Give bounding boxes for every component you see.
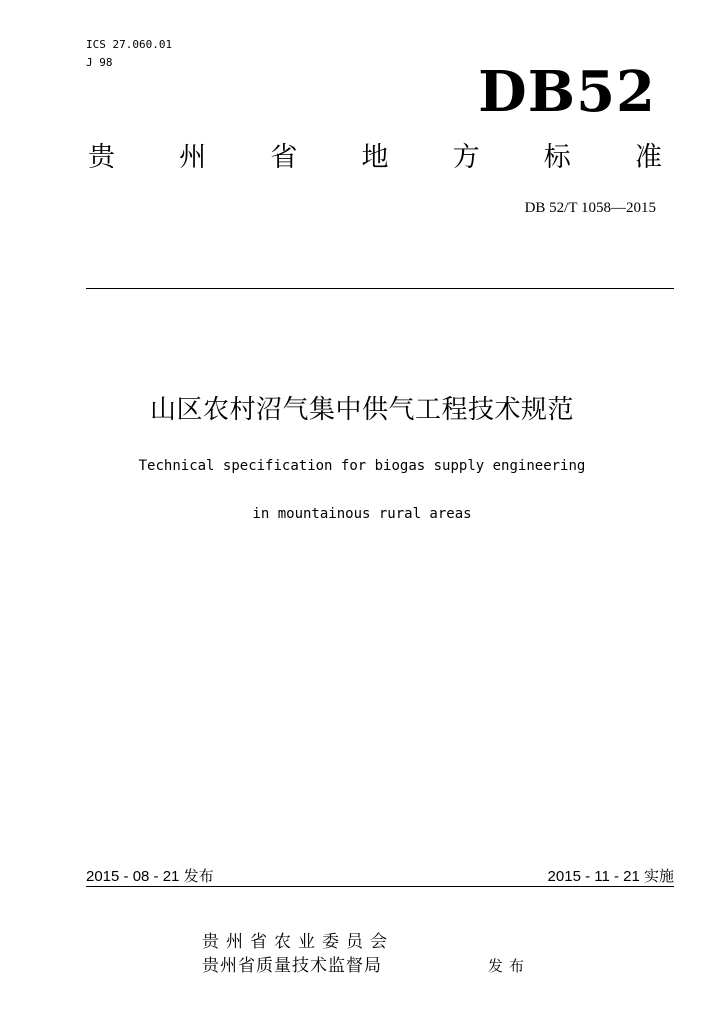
document-title-chinese: 山区农村沼气集中供气工程技术规范 xyxy=(149,395,574,425)
standard-kind-char: 贵 xyxy=(88,142,115,173)
standard-kind-char: 省 xyxy=(270,142,298,173)
standard-kind-char: 标 xyxy=(543,142,571,173)
standard-mark: DB52 xyxy=(478,59,656,125)
bottom-divider xyxy=(86,886,674,887)
ccs-code: J 98 xyxy=(86,56,113,69)
standard-kind-char: 准 xyxy=(634,142,662,173)
publish-label: 发布 xyxy=(488,957,531,975)
implementation-date: 2015 - 11 - 21 实施 xyxy=(547,868,674,885)
top-divider xyxy=(86,288,674,289)
document-title-english-line1: Technical specification for biogas supply engineering xyxy=(138,458,586,474)
standard-kind-heading xyxy=(88,140,662,176)
standard-kind-char: 方 xyxy=(452,142,480,173)
ics-code: ICS 27.060.01 xyxy=(86,38,173,51)
document-title-english-line2: in mountainous rural areas xyxy=(252,506,472,522)
issue-date: 2015 - 08 - 21 发布 xyxy=(86,868,214,885)
standard-number: DB 52/T 1058—2015 xyxy=(524,200,656,216)
issuer-quality-bureau: 贵州省质量技术监督局 xyxy=(202,956,382,976)
standard-kind-char: 地 xyxy=(361,142,389,173)
standard-kind-char: 州 xyxy=(179,142,207,173)
issuer-agriculture-committee: 贵州省农业委员会 xyxy=(202,932,394,952)
